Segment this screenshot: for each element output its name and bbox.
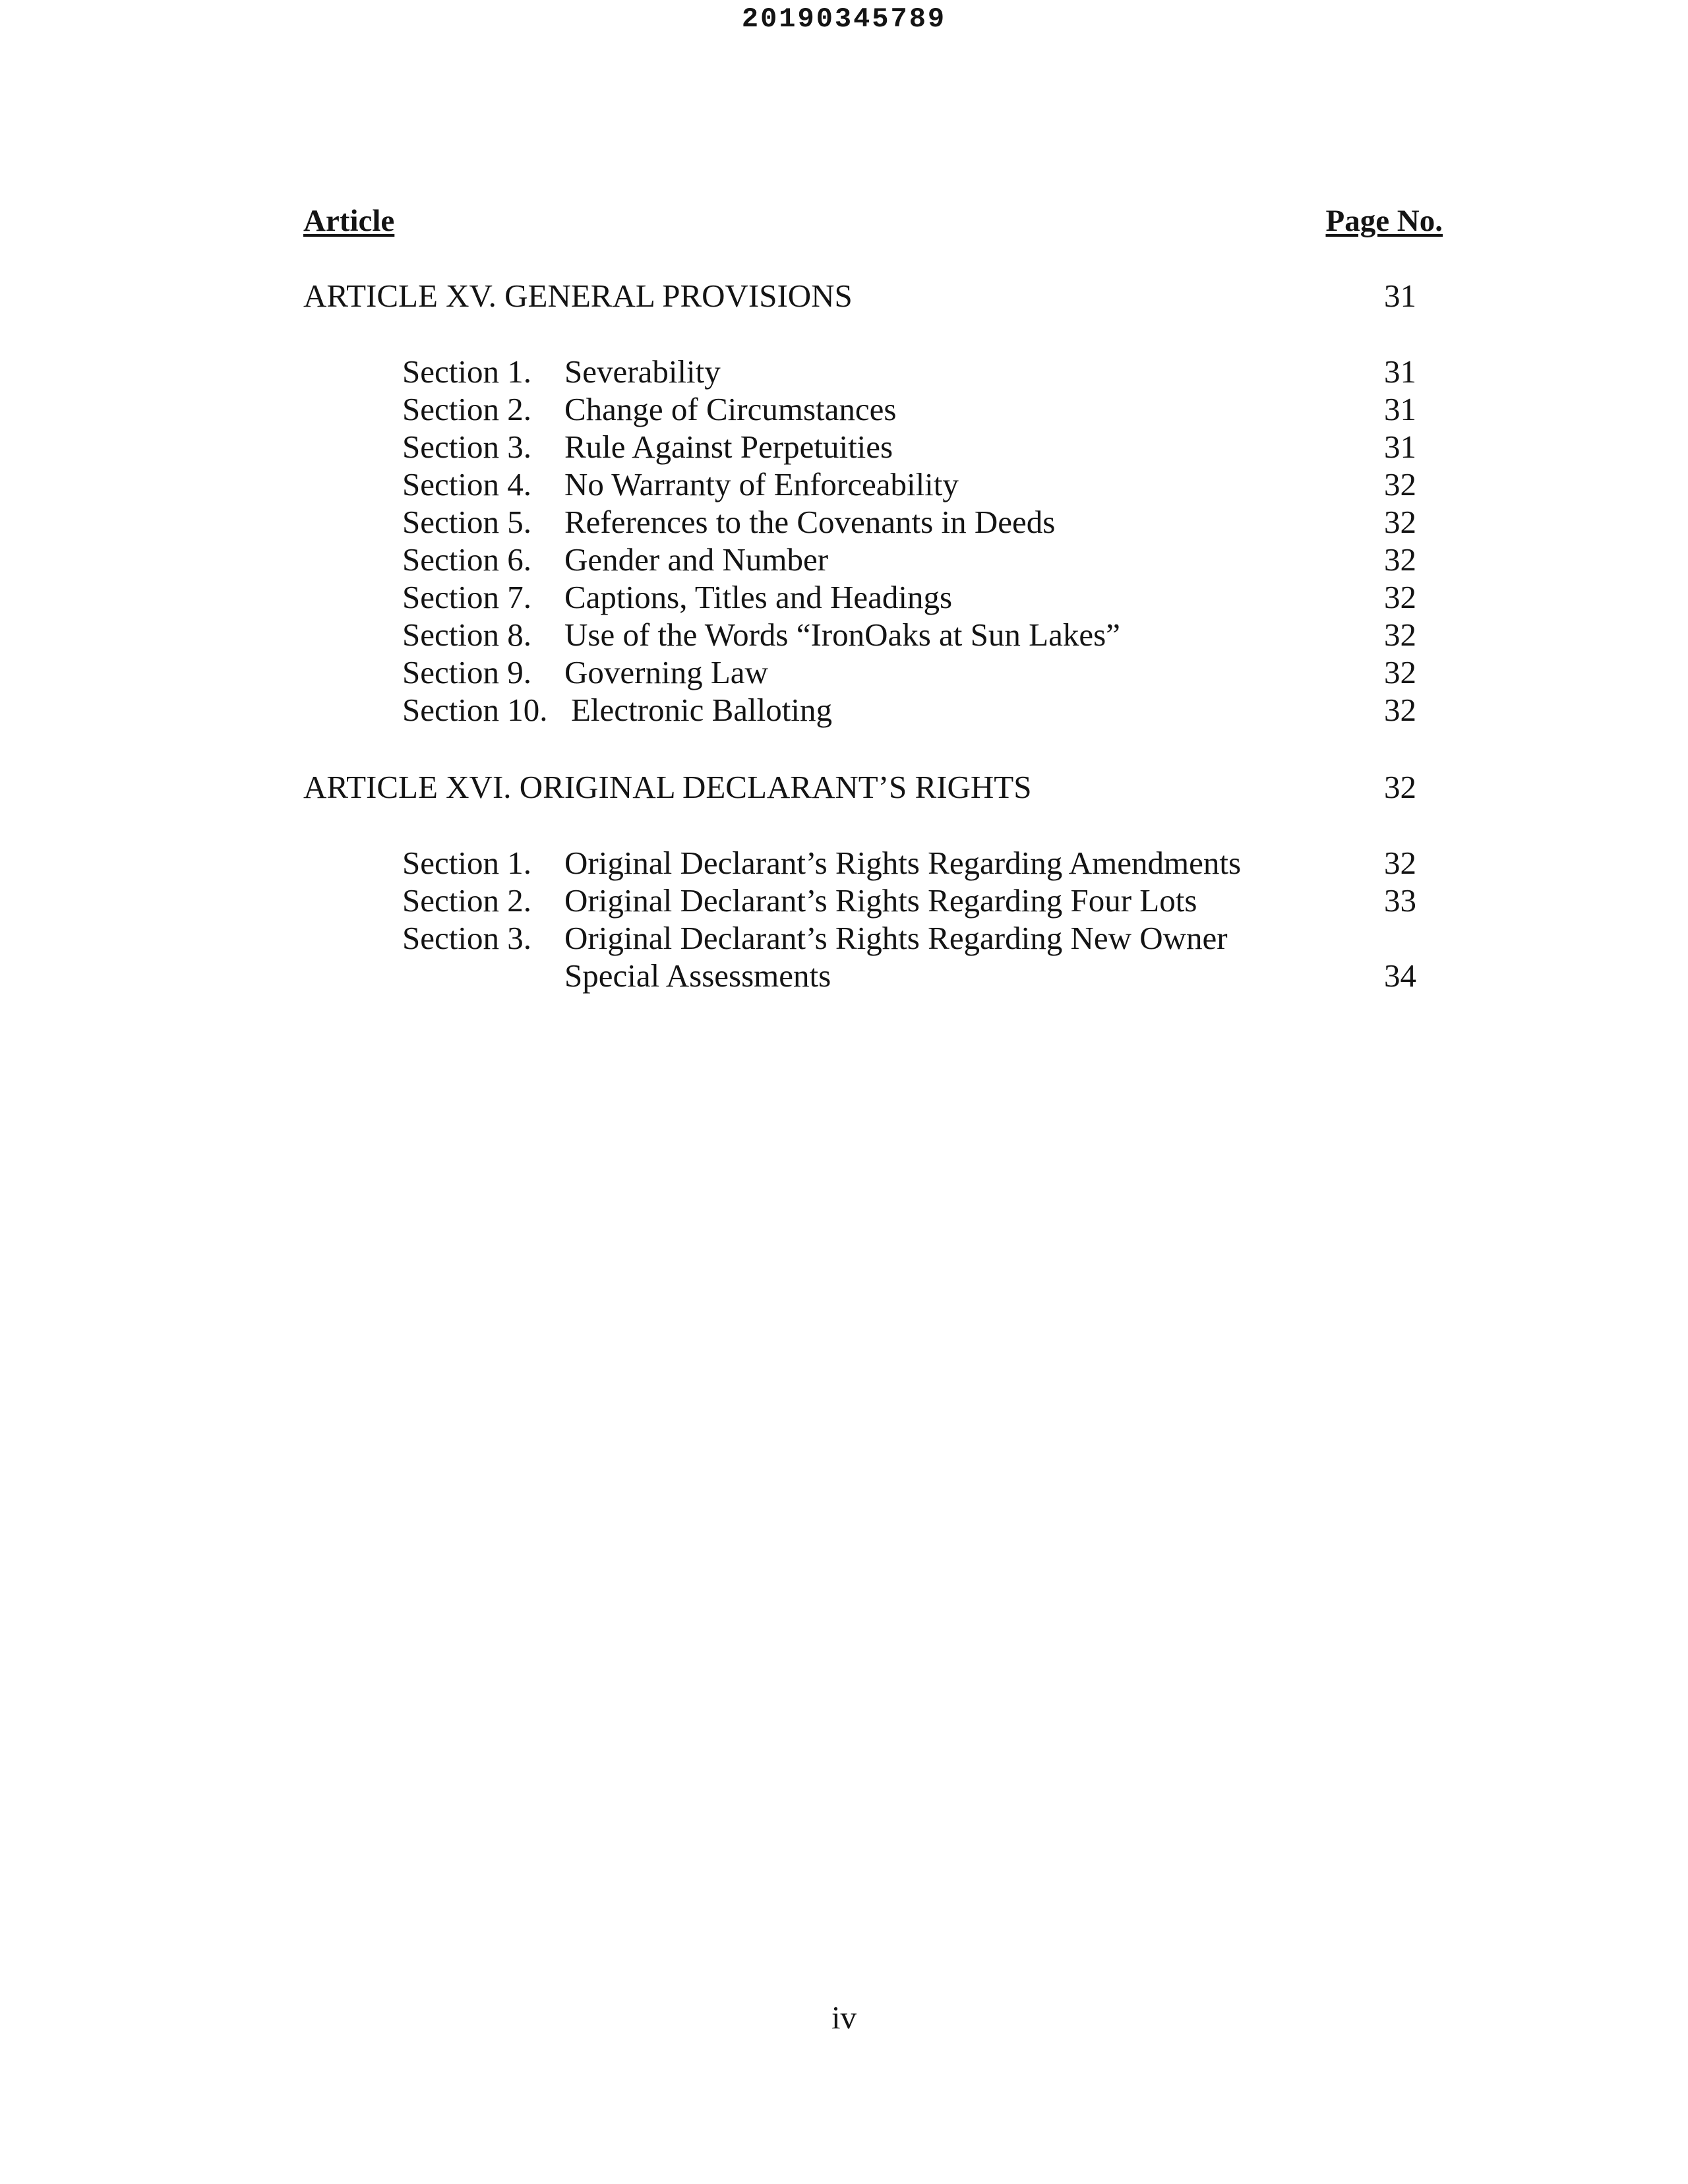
section-label: Section 3. bbox=[402, 429, 531, 465]
section-label: Section 4. bbox=[402, 466, 531, 502]
section-title: Rule Against Perpetuities bbox=[564, 429, 893, 465]
article-title: ARTICLE XV. GENERAL PROVISIONS bbox=[303, 278, 853, 314]
section-title: Electronic Balloting bbox=[571, 692, 832, 728]
section-title: Original Declarant’s Rights Regarding Four Lots bbox=[564, 882, 1197, 919]
section-label: Section 8. bbox=[402, 617, 531, 653]
section-label: Section 6. bbox=[402, 541, 531, 578]
section-label: Section 2. bbox=[402, 882, 531, 919]
section-title: References to the Covenants in Deeds bbox=[564, 504, 1056, 540]
section-title-continuation: Special Assessments bbox=[564, 957, 831, 994]
page-number-footer: iv bbox=[831, 1999, 857, 2036]
section-title: Governing Law bbox=[564, 654, 768, 690]
column-header-article: Article bbox=[303, 204, 395, 238]
section-label: Section 5. bbox=[402, 504, 531, 540]
section-title: Severability bbox=[564, 353, 721, 390]
section-title: Original Declarant’s Rights Regarding Amendments bbox=[564, 845, 1242, 881]
section-title: Captions, Titles and Headings bbox=[564, 579, 953, 615]
section-page-number: 31 bbox=[1384, 353, 1416, 390]
section-label: Section 3. bbox=[402, 920, 531, 956]
section-title: Use of the Words “IronOaks at Sun Lakes” bbox=[564, 617, 1120, 653]
section-page-number: 31 bbox=[1384, 391, 1416, 427]
article-title: ARTICLE XVI. ORIGINAL DECLARANT’S RIGHTS bbox=[303, 769, 1032, 805]
section-page-number: 34 bbox=[1384, 957, 1416, 994]
document-number: 20190345789 bbox=[741, 3, 947, 35]
section-label: Section 2. bbox=[402, 391, 531, 427]
section-page-number: 32 bbox=[1384, 466, 1416, 502]
section-title: Original Declarant’s Rights Regarding New Owner bbox=[564, 920, 1228, 956]
section-page-number: 32 bbox=[1384, 617, 1416, 653]
section-page-number: 32 bbox=[1384, 692, 1416, 728]
section-label: Section 7. bbox=[402, 579, 531, 615]
section-label: Section 9. bbox=[402, 654, 531, 690]
section-label: Section 1. bbox=[402, 353, 531, 390]
section-label: Section 10. bbox=[402, 692, 548, 728]
section-page-number: 32 bbox=[1384, 845, 1416, 881]
section-page-number: 33 bbox=[1384, 882, 1416, 919]
column-header-page-no: Page No. bbox=[1325, 204, 1443, 238]
section-page-number: 31 bbox=[1384, 429, 1416, 465]
section-title: Change of Circumstances bbox=[564, 391, 897, 427]
section-page-number: 32 bbox=[1384, 504, 1416, 540]
section-title: No Warranty of Enforceability bbox=[564, 466, 959, 502]
article-page-number: 31 bbox=[1384, 278, 1416, 314]
section-label: Section 1. bbox=[402, 845, 531, 881]
article-page-number: 32 bbox=[1384, 769, 1416, 805]
section-page-number: 32 bbox=[1384, 541, 1416, 578]
section-title: Gender and Number bbox=[564, 541, 829, 578]
section-page-number: 32 bbox=[1384, 654, 1416, 690]
section-page-number: 32 bbox=[1384, 579, 1416, 615]
